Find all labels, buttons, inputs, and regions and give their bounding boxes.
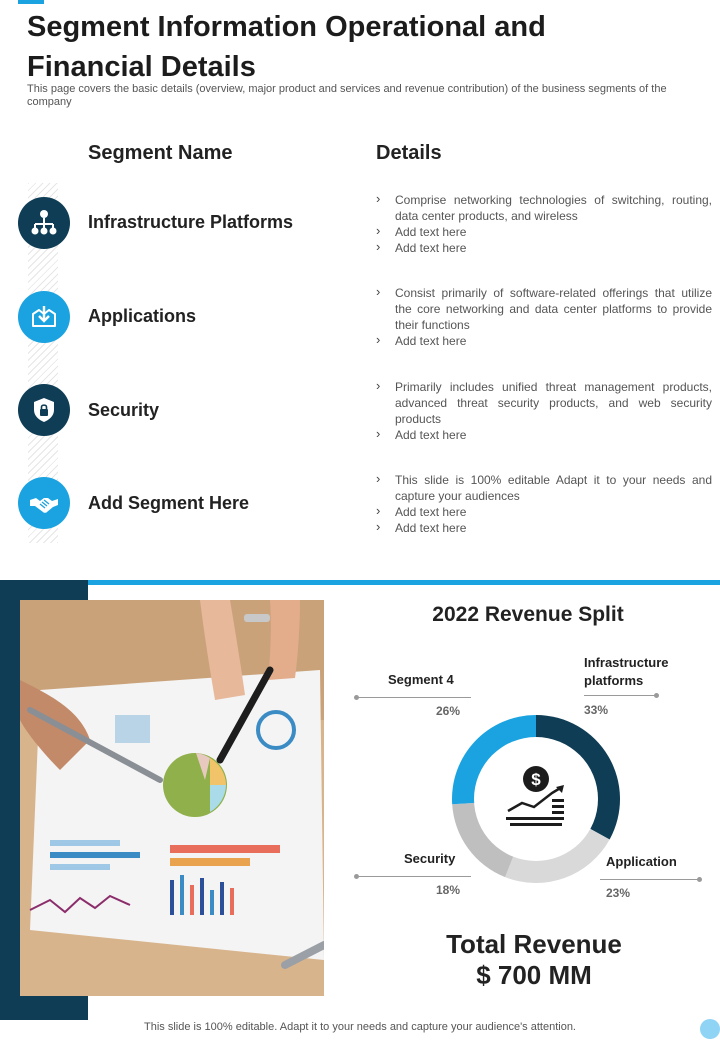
detail-item: › Primarily includes unified threat management products, advanced threat security products, and web security products: [374, 379, 712, 427]
revenue-split-title: 2022 Revenue Split: [432, 603, 624, 626]
page-title: Segment Information Operational and Financial Details: [27, 11, 546, 83]
segment4-percent: 26%: [436, 704, 461, 718]
leader-line: [600, 879, 700, 880]
application-download-icon: [18, 291, 70, 343]
segment-name: Infrastructure Platforms: [88, 212, 294, 232]
segment-details-list: [374, 472, 712, 536]
leader-line: [584, 695, 657, 696]
donut-hole: [474, 737, 598, 861]
detail-item: › Add text here: [374, 224, 712, 240]
detail-item: › Add text here: [374, 427, 712, 443]
detail-item: › Comprise networking technologies of switching, routing, data center products, and wireless: [374, 192, 712, 224]
segment-name: Add Segment Here: [88, 493, 250, 513]
segment-details-list: [374, 192, 712, 256]
network-icon: [18, 197, 70, 249]
footer-note: This slide is 100% editable. Adapt it to your needs and capture your audience's attention.: [144, 1021, 576, 1033]
revenue-donut-chart: [452, 715, 620, 883]
page-subtitle: This page covers the basic details (overview, major product and services and revenue contribution) of the business segments of the company: [27, 83, 667, 108]
accent-divider: [88, 580, 720, 585]
business-photo: [20, 600, 324, 996]
top-accent-bar: [18, 0, 44, 4]
security-label: Security: [404, 851, 456, 866]
infrastructure-percent: 33%: [584, 703, 609, 717]
detail-item: › Add text here: [374, 240, 712, 256]
security-percent: 18%: [436, 883, 461, 897]
detail-item: › Add text here: [374, 504, 712, 520]
segment-details-list: [374, 379, 712, 443]
detail-item: › Add text here: [374, 520, 712, 536]
segment-name: Security: [88, 400, 160, 420]
infrastructure-label: Infrastructure platforms: [584, 655, 669, 688]
segment-name: Applications: [88, 306, 197, 326]
shield-lock-icon: [18, 384, 70, 436]
detail-item: › Add text here: [374, 333, 712, 349]
segment4-label: Segment 4: [388, 672, 454, 687]
svg-text:$: $: [531, 770, 541, 789]
leader-line: [356, 697, 471, 698]
total-revenue-value: $ 700 MM: [476, 960, 592, 990]
application-label: Application: [606, 854, 677, 869]
application-percent: 23%: [606, 886, 631, 900]
detail-item: › This slide is 100% editable Adapt it to your needs and capture your audiences: [374, 472, 712, 504]
corner-dot: [700, 1019, 720, 1039]
detail-item: › Consist primarily of software-related offerings that utilize the core networking and data center platforms to provide their functions: [374, 285, 712, 333]
details-header: Details: [376, 142, 442, 164]
segment-details-list: [374, 285, 712, 349]
leader-line: [356, 876, 471, 877]
total-revenue-label: Total Revenue: [446, 929, 622, 959]
handshake-icon: [18, 477, 70, 529]
total-revenue: [400, 929, 668, 991]
segment-name-header: Segment Name: [88, 142, 233, 164]
